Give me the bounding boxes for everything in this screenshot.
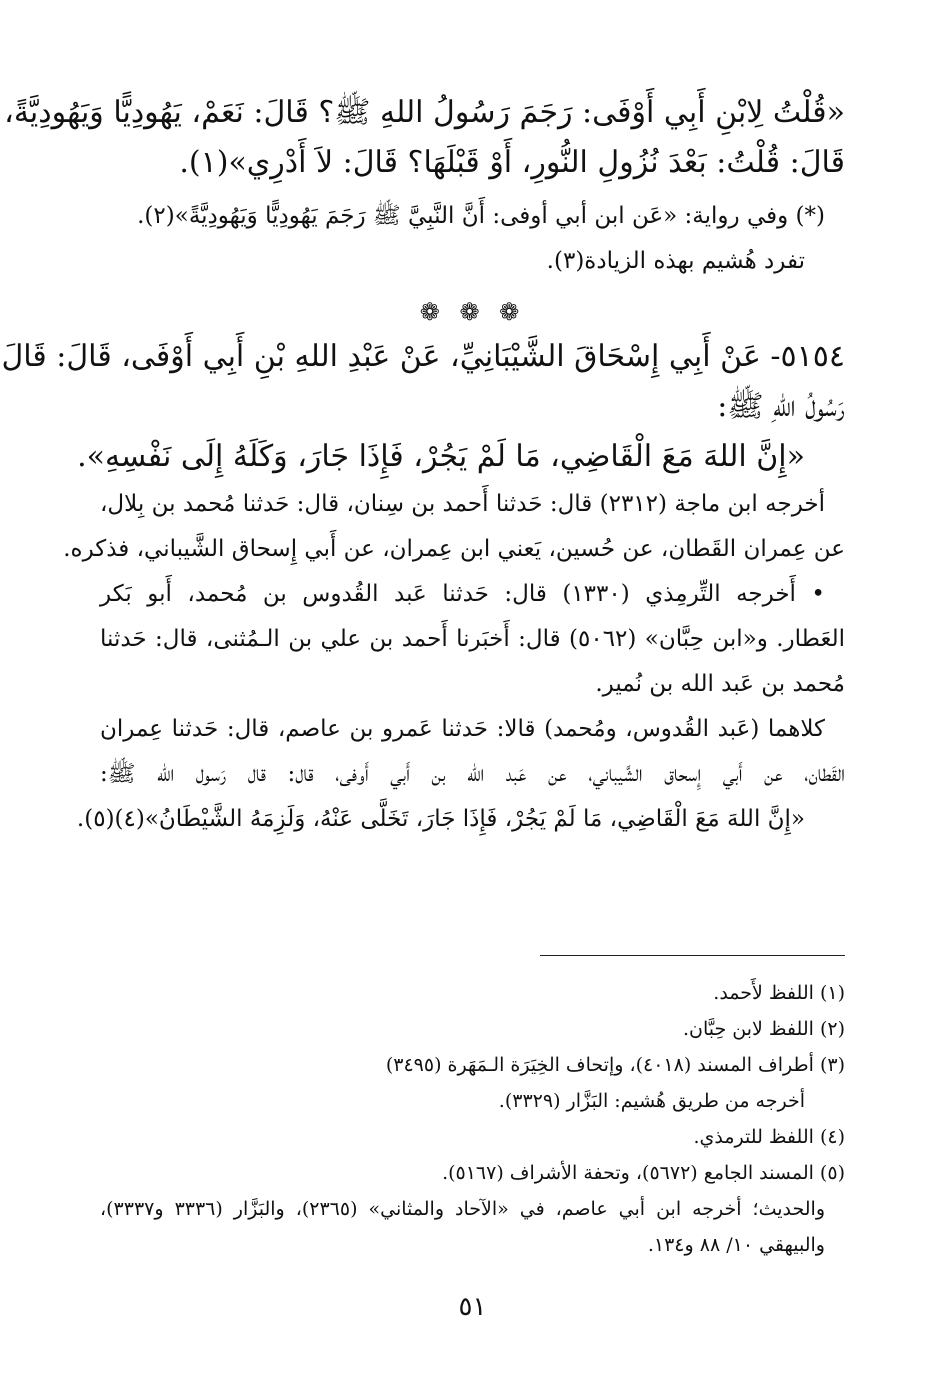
hadith-line: رَسُولُ اللهِ ﷺ:	[717, 389, 845, 424]
riwaya-line: (*) وفي رواية: «عَن ابن أبي أوفى: أَنَّ النَّبِيَّ ﷺ رَجَمَ يَهُودِيًّا وَيَهُودِيَّةً»(٢).	[137, 203, 825, 229]
hadith-line: ٥١٥٤- عَنْ أَبِي إِسْحَاقَ الشَّيْبَانِيِّ، عَنْ عَبْدِ اللهِ بْنِ أَبِي أَوْفَى، قَالَ: قَالَ	[1, 339, 845, 374]
takhrij-line: أخرجه ابن ماجة (٢٣١٢) قال: حَدثنا أَحمد بن سِنان، قال: حَدثنا مُحمد بن بِلال،	[100, 491, 825, 517]
text-line: قَالَ: قُلْتُ: بَعْدَ نُزُولِ النُّورِ، أَوْ قَبْلَهَا؟ قَالَ: لاَ أَدْرِي»(١).	[179, 145, 845, 180]
takhrij-line: القَطان، عن أَبي إِسحاق الشَّيباني، عن عَبد الله بن أَبي أَوفى، قال: قال رَسول الله ﷺ:	[100, 761, 845, 787]
footnote: (١) اللفظ لأَحمد.	[713, 982, 845, 1004]
footnote: (٣) أطراف المسند (٤٠١٨)، وإتحاف الخِيَرَة الـمَهَرة (٣٤٩٥)	[385, 1054, 845, 1076]
takhrij-line: عن عِمران القَطان، عن حُسين، يَعني ابن عِمران، عن أَبي إِسحاق الشَّيباني، فذكره.	[63, 536, 845, 562]
section-separator: ❁ ❁ ❁	[419, 298, 526, 326]
text-line: «قُلْتُ لِابْنِ أَبِي أَوْفَى: رَجَمَ رَسُولُ اللهِ ﷺ؟ قَالَ: نَعَمْ، يَهُودِيًّا وَيَهُودِيَّةً،	[4, 95, 845, 130]
hadith-quote: «إِنَّ اللهَ مَعَ الْقَاضِي، مَا لَمْ يَجُرْ، فَإِذَا جَارَ، تَخَلَّى عَنْهُ، وَلَزِمَهُ الشَّيْطَانُ»(٤)(٥).	[76, 806, 805, 832]
takhrij-line: مُحمد بن عَبد الله بن نُمير.	[595, 671, 845, 697]
footnote: (٤) اللفظ للترمذي.	[693, 1126, 845, 1148]
footnote: (٥) المسند الجامع (٥٦٧٢)، وتحفة الأشراف (٥١٦٧).	[442, 1162, 845, 1184]
takhrij-line: العَطار. و«ابن حِبَّان» (٥٠٦٢) قال: أَخبَرنا أَحمد بن علي بن الـمُثنى، قال: حَدثنا	[100, 626, 845, 652]
footnote: والحديث؛ أخرجه ابن أبي عاصم، في «الآحاد والمثاني» (٢٣٦٥)، والبَزَّار (٣٣٣٦ و٣٣٣٧)،	[100, 1198, 826, 1220]
hadith-quote: «إِنَّ اللهَ مَعَ الْقَاضِي، مَا لَمْ يَجُرْ، فَإِذَا جَارَ، وَكَلَهُ إِلَى نَفْسِهِ».	[77, 439, 805, 474]
takhrij-line: كلاهما (عَبد القُدوس، ومُحمد) قالا: حَدثنا عَمرو بن عاصم، قال: حَدثنا عِمران	[100, 716, 825, 742]
footnotes	[100, 975, 845, 1263]
page-number: ٥١	[458, 1292, 487, 1322]
footnote-divider	[540, 955, 845, 956]
footnote: أخرجه من طريق هُشيم: البَزَّار (٣٣٢٩).	[498, 1090, 805, 1112]
footnote: (٢) اللفظ لابن حِبَّان.	[682, 1018, 845, 1040]
footnote: والبيهقي ١٠/ ٨٨ و١٣٤.	[647, 1234, 825, 1256]
page-body	[1, 88, 845, 842]
note-line: تفرد هُشيم بهذه الزيادة(٣).	[546, 248, 805, 274]
takhrij-line: • أَخرجه التِّرمِذي (١٣٣٠) قال: حَدثنا عَبد القُدوس بن مُحمد، أَبو بَكر	[100, 581, 825, 607]
